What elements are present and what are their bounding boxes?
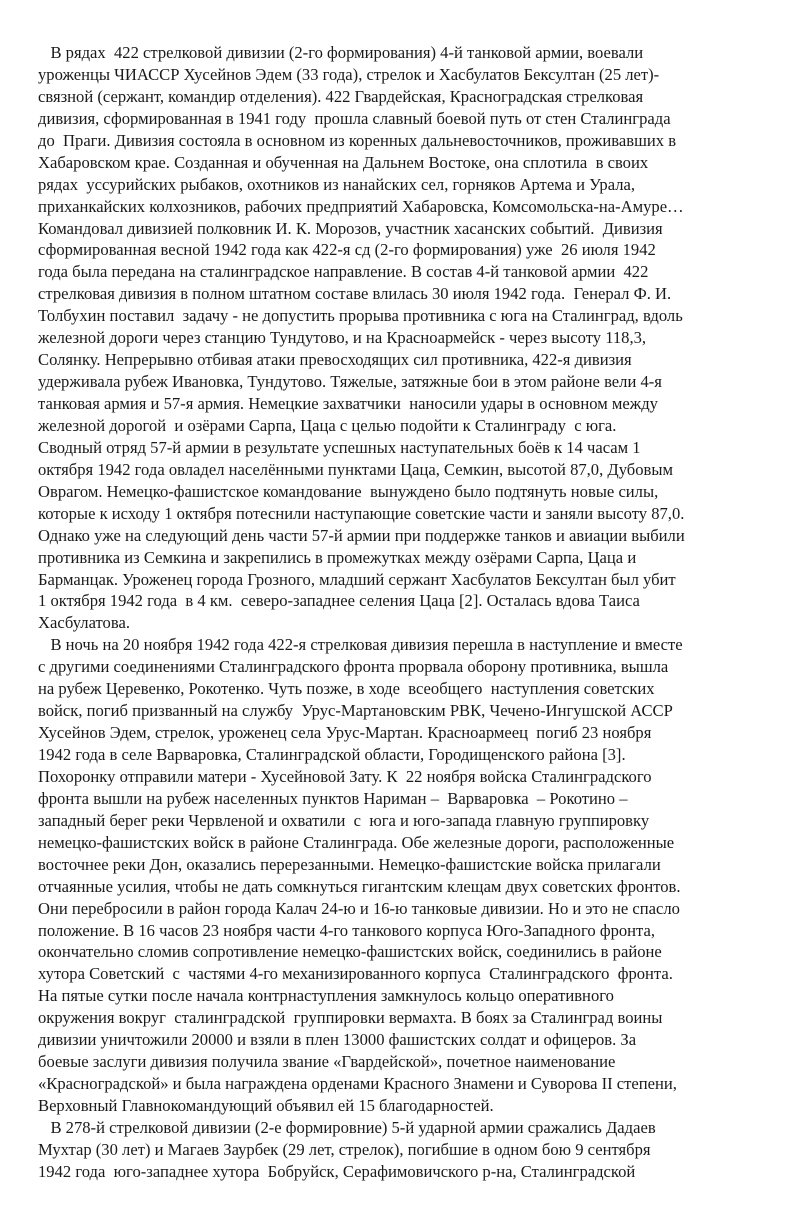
text-line: войск, погиб призванный на службу Урус-Мартановским РВК, Чечено-Ингушской АССР — [38, 701, 673, 721]
text-line: с другими соединениями Сталинградского фронта прорвала оборону противника, вышла — [38, 657, 669, 677]
text-line: фронта вышли на рубеж населенных пунктов Нариман – Варваровка – Рокотино – — [38, 788, 628, 808]
text-line: Толбухин поставил задачу - не допустить прорыва противника с юга на Сталинград, вдоль — [38, 306, 683, 326]
text-line: года была передана на сталинградское направление. В состав 4-й танковой армии 422 — [38, 262, 649, 282]
text-line: 1942 года в селе Варваровка, Сталинградской области, Городищенского района [3]. — [38, 745, 626, 764]
text-line: Хабаровском крае. Созданная и обученная на Дальнем Востоке, она сплотила в своих — [38, 152, 649, 172]
text-line: окружения вокруг сталинградской группировки вермахта. В боях за Сталинград воины — [38, 1008, 663, 1028]
text-line: «Красноградской» и была награждена орденами Красного Знамени и Суворова II степени, — [38, 1074, 677, 1094]
text-line: дивизии уничтожили 20000 и взяли в плен 13000 фашистских солдат и офицеров. За — [38, 1030, 637, 1050]
text-line: танковая армия и 57-я армия. Немецкие захватчики наносили удары в основном между — [38, 394, 658, 413]
text-line: до Праги. Дивизия состояла в основном из коренных дальневосточников, проживавших в — [38, 130, 677, 150]
text-line: восточнее реки Дон, оказались перерезанными. Немецко-фашистские войска прилагали — [38, 854, 661, 874]
text-line: Однако уже на следующий день части 57-й армии при поддержке танков и авиации выбили — [38, 525, 685, 545]
text-line: Солянку. Непрерывно отбивая атаки превосходящих сил противника, 422-я дивизия — [38, 350, 632, 370]
text-line: В рядах 422 стрелковой дивизии (2-го формирования) 4-й танковой армии, воевали — [38, 43, 644, 62]
text-line: Хусейнов Эдем, стрелок, уроженец села Урус-Мартан. Красноармеец погиб 23 ноября — [38, 723, 652, 743]
text-line: железной дорогой и озёрами Сарпа, Цаца с целью подойти к Сталинграду с юга. — [38, 415, 617, 435]
text-line: Барманцак. Уроженец города Грозного, младший сержант Хасбулатов Бексултан был убит — [38, 569, 676, 589]
text-line: В ночь на 20 ноября 1942 года 422-я стрелковая дивизия перешла в наступление и вместе — [38, 635, 683, 655]
text-line: положение. В 16 часов 23 ноября части 4-го танкового корпуса Юго-Западного фронта, — [38, 920, 656, 940]
text-line: дивизия, сформированная в 1941 году прошла славный боевой путь от стен Сталинграда — [38, 108, 671, 128]
text-line: октября 1942 года овладел населёнными пунктами Цаца, Семкин, высотой 87,0, Дубовым — [38, 459, 674, 479]
text-line: На пятые сутки после начала контрнаступления замкнулось кольцо оперативного — [38, 986, 614, 1006]
text-line: сформированная весной 1942 года как 422-я сд (2-го формирования) уже 26 июля 1942 — [38, 240, 656, 260]
text-line: удерживала рубеж Ивановка, Тундутово. Тяжелые, затяжные бои в этом районе вели 4-я — [38, 372, 662, 392]
text-line: 1942 года юго-западнее хутора Бобруйск, Серафимовичского р-на, Сталинградской — [38, 1161, 636, 1181]
text-line: Они перебросили в район города Калач 24-ю и 16-ю танковые дивизии. Но и это не спасло — [38, 898, 680, 918]
text-line: противника из Семкина и закрепились в промежутках между озёрами Сарпа, Цаца и — [38, 547, 637, 567]
text-line: окончательно сломив сопротивление немецко-фашистских войск, соединились в районе — [38, 942, 662, 962]
text-line: отчаянные усилия, чтобы не дать сомкнуться гигантским клещам двух советских фронтов. — [38, 876, 681, 896]
text-line — [38, 1183, 764, 1205]
text-line: на рубеж Церевенко, Рокотенко. Чуть позже, в ходе всеобщего наступления советских — [38, 679, 655, 699]
text-line: Хасбулатова. — [38, 613, 130, 633]
document-page — [38, 42, 764, 1205]
text-line: Похоронку отправили матери - Хусейновой Зату. К 22 ноября войска Сталинградского — [38, 766, 652, 786]
text-line: связной (сержант, командир отделения). 422 Гвардейская, Красноградская стрелковая — [38, 86, 644, 106]
text-line: 1 октября 1942 года в 4 км. северо-западнее селения Цаца [2]. Осталась вдова Таиса — [38, 591, 640, 611]
text-line: Верховный Главнокомандующий объявил ей 15 благодарностей. — [38, 1096, 494, 1115]
text-line: Мухтар (30 лет) и Магаев Заурбек (29 лет, стрелок), погибшие в одном бою 9 сентября — [38, 1139, 651, 1159]
text-line: Командовал дивизией полковник И. К. Морозов, участник хасанских событий. Дивизия — [38, 218, 663, 238]
text-line: Сводный отряд 57-й армии в результате успешных наступательных боёв к 14 часам 1 — [38, 437, 641, 457]
text-line: приханкайских колхозников, рабочих предприятий Хабаровска, Комсомольска-на-Амуре… — [38, 196, 684, 216]
text-line: Оврагом. Немецко-фашистское командование вынуждено было подтянуть новые силы, — [38, 481, 659, 501]
text-line: которые к исходу 1 октября потеснили наступающие советские части и заняли высоту 87,0. — [38, 503, 685, 523]
text-line: стрелковая дивизия в полном штатном составе влилась 30 июля 1942 года. Генерал Ф. И. — [38, 284, 672, 304]
text-line: немецко-фашистских войск в районе Сталинграда. Обе железные дороги, расположенные — [38, 832, 675, 852]
text-line: железной дороги через станцию Тундутово, и на Красноармейск - через высоту 118,3, — [38, 328, 647, 348]
text-line: рядах уссурийских рыбаков, охотников из нанайских сел, горняков Артема и Урала, — [38, 174, 636, 194]
text-line: западный берег реки Червленой и охватили с юга и юго-запада главную группировку — [38, 810, 650, 830]
text-line: боевые заслуги дивизия получила звание «Гвардейской», почетное наименование — [38, 1052, 616, 1072]
text-line: хутора Советский с частями 4-го механизированного корпуса Сталинградского фронта. — [38, 964, 673, 984]
text-line: уроженцы ЧИАССР Хусейнов Эдем (33 года), стрелок и Хасбулатов Бексултан (25 лет)- — [38, 64, 660, 84]
text-line: В 278-й стрелковой дивизии (2-е формировние) 5-й ударной армии сражались Дадаев — [38, 1117, 656, 1137]
